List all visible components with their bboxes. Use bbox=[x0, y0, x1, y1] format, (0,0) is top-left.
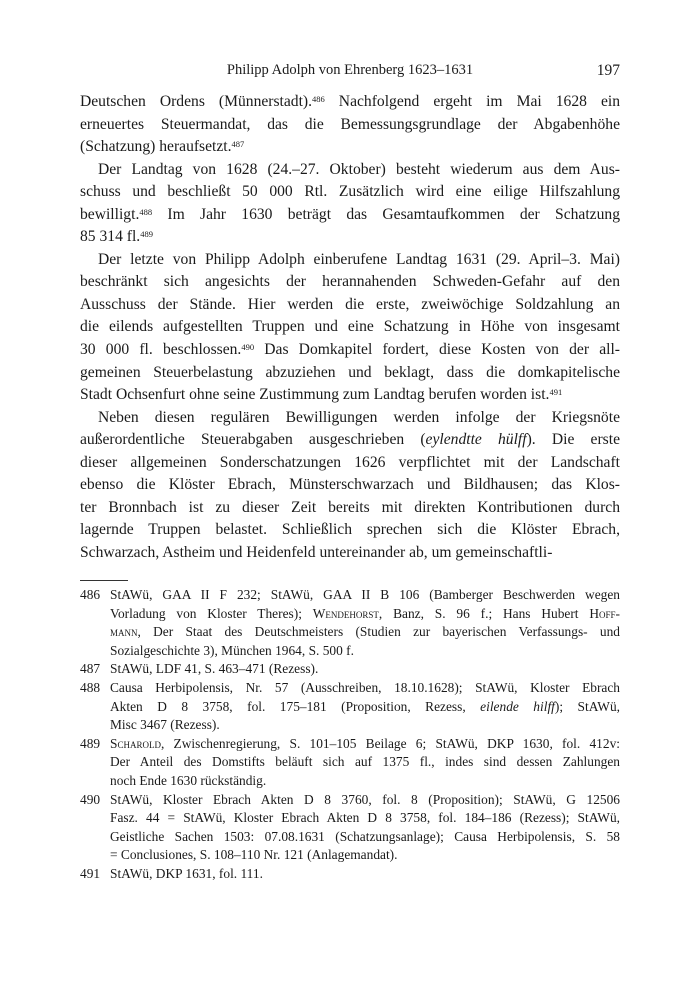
footnote bbox=[80, 586, 620, 660]
body-line bbox=[80, 249, 620, 272]
text-run: dieser allgemeinen Sonderschatzungen 1626 verpflichtet mit der Landschaft bbox=[80, 453, 620, 471]
text-run: ebenso die Klöster Ebrach, Münsterschwarzach und Bildhausen; das Klos- bbox=[80, 476, 620, 494]
text-run: lagernde Truppen belastet. Schließlich sprechen sich die Klöster Ebrach, bbox=[80, 521, 620, 539]
text-run: ); StAWü, bbox=[554, 698, 620, 714]
text-run: Das Domkapitel fordert, diese Kosten von der all- bbox=[254, 341, 620, 359]
text-run: (Schatzung) heraufsetzt. bbox=[80, 138, 232, 156]
running-title: Philipp Adolph von Ehrenberg 1623–1631 bbox=[226, 62, 474, 78]
text-run: Vorladung von Kloster Theres); bbox=[110, 605, 313, 621]
footnote-ref: 491 bbox=[549, 387, 563, 398]
text-run: ter Bronnbach ist zu dieser Zeit bereits mit direkten Kontributionen durch bbox=[80, 498, 620, 516]
page-header bbox=[80, 62, 620, 82]
body-line bbox=[80, 181, 620, 204]
footnote-line bbox=[110, 605, 620, 624]
footnote-number: 490 bbox=[80, 791, 101, 807]
footnote-number: 488 bbox=[80, 679, 101, 695]
footnote-line bbox=[110, 716, 620, 735]
text-run: noch Ende 1630 rückständig. bbox=[110, 772, 267, 788]
text-run: gemeinen Steuerbelastung abzuziehen und beklagt, dass die domkapitelische bbox=[80, 363, 620, 381]
text-run: Nachfolgend ergeht im Mai 1628 ein bbox=[324, 93, 620, 110]
text-run: außerordentliche Steuerabgaben ausgeschrieben ( bbox=[80, 431, 426, 449]
author-name: Wendehorst bbox=[312, 605, 379, 621]
footnote bbox=[80, 660, 620, 679]
footnote-line bbox=[110, 586, 620, 605]
body-line bbox=[80, 384, 620, 407]
body-text bbox=[80, 91, 620, 564]
text-run: Neben diesen regulären Bewilligungen werden infolge der Kriegsnöte bbox=[98, 408, 620, 426]
text-run: Schwarzach, Astheim und Heidenfeld untereinander ab, um gemeinschaftli- bbox=[80, 543, 553, 561]
body-line bbox=[80, 114, 620, 137]
footnote-ref: 488 bbox=[139, 206, 153, 217]
footnote-line bbox=[110, 642, 620, 661]
text-run: 30 000 fl. beschlossen. bbox=[80, 341, 242, 359]
body-line bbox=[80, 159, 620, 182]
body-line bbox=[80, 339, 620, 362]
footnote-line bbox=[110, 679, 620, 698]
text-run: Misc 3467 (Rezess). bbox=[110, 717, 220, 733]
footnote-line bbox=[110, 772, 620, 791]
text-run: Der letzte von Philipp Adolph einberufene Landtag 1631 (29. April–3. Mai) bbox=[98, 250, 620, 268]
text-run: 85 314 fl. bbox=[80, 228, 141, 246]
text-run: , Der Staat des Deutschmeisters (Studien zur bayerischen Verfassungs- und bbox=[137, 624, 620, 640]
body-line bbox=[80, 294, 620, 317]
text-run: Akten D 8 3758, fol. 175–181 (Proposition, Rezess, bbox=[110, 698, 481, 714]
body-line bbox=[80, 316, 620, 339]
footnote-line bbox=[110, 623, 620, 642]
footnote-line bbox=[110, 828, 620, 847]
body-line bbox=[80, 519, 620, 542]
text-run: = Conclusiones, S. 108–110 Nr. 121 (Anlagemandat). bbox=[110, 847, 398, 863]
footnote-number: 487 bbox=[80, 661, 101, 677]
text-run: Deutschen Ordens (Münnerstadt). bbox=[80, 93, 313, 110]
text-run: , Zwischenregierung, S. 101–105 Beilage 6; StAWü, DKP 1630, fol. 412v: bbox=[160, 735, 620, 751]
text-run: Causa Herbipolensis, Nr. 57 (Ausschreiben, 18.10.1628); StAWü, Kloster Ebrach bbox=[110, 679, 620, 695]
text-run: , Banz, S. 96 f.; Hans Hubert bbox=[378, 605, 590, 621]
text-run: Sozialgeschichte 3), München 1964, S. 500 f. bbox=[110, 642, 354, 658]
text-run: ). Die erste bbox=[526, 431, 620, 449]
body-line bbox=[80, 91, 620, 114]
text-run: Im Jahr 1630 beträgt das Gesamtaufkommen der Schatzung bbox=[152, 205, 620, 223]
footnote bbox=[80, 679, 620, 735]
footnote-separator bbox=[80, 580, 128, 581]
text-run: bewilligt. bbox=[80, 205, 140, 223]
text-run: schuss und beschließt 50 000 Rtl. Zusätzlich wird eine eilige Hilfszahlung bbox=[80, 183, 620, 201]
footnote-line bbox=[110, 698, 620, 717]
text-run: beschränkt sich angesichts der herannahenden Schweden-Gefahr auf den bbox=[80, 273, 620, 291]
text-run: Der Anteil des Domstifts beläuft sich auf 1375 fl., indes sind dessen Zahlungen bbox=[110, 754, 620, 770]
footnote-number: 486 bbox=[80, 587, 101, 602]
footnote-line bbox=[110, 660, 620, 679]
text-run: Der Landtag von 1628 (24.–27. Oktober) besteht wiederum aus dem Aus- bbox=[98, 160, 620, 178]
body-line bbox=[80, 226, 620, 249]
footnote-line bbox=[110, 846, 620, 865]
text-run: StAWü, GAA II F 232; StAWü, GAA II B 106 (Bamberger Beschwerden wegen bbox=[110, 587, 620, 602]
footnote-ref: 487 bbox=[231, 139, 245, 150]
footnote-number: 491 bbox=[80, 865, 101, 881]
footnote bbox=[80, 791, 620, 865]
body-line bbox=[80, 497, 620, 520]
italic-text: eylendtte hülff bbox=[425, 431, 527, 449]
author-name: mann bbox=[110, 624, 138, 640]
text-run: erneuertes Steuermandat, das die Bemessungsgrundlage der Abgabenhöhe bbox=[80, 115, 620, 133]
footnote-line bbox=[110, 753, 620, 772]
footnote-ref: 489 bbox=[140, 229, 153, 240]
author-name: Scharold bbox=[110, 735, 161, 751]
author-name: Hoff- bbox=[589, 605, 621, 621]
footnote-line bbox=[110, 809, 620, 828]
page-number: 197 bbox=[596, 62, 620, 79]
text-run: Geistliche Sachen 1503: 07.08.1631 (Schatzungsanlage); Causa Herbipolensis, S. 58 bbox=[110, 828, 620, 844]
footnotes bbox=[80, 586, 620, 884]
italic-text: eilende hilff bbox=[480, 698, 555, 714]
text-run: StAWü, Kloster Ebrach Akten D 8 3760, fol. 8 (Proposition); StAWü, G 12506 bbox=[110, 791, 620, 807]
body-line bbox=[80, 542, 620, 565]
footnote-line bbox=[110, 865, 620, 884]
footnote bbox=[80, 735, 620, 791]
text-run: Fasz. 44 = StAWü, Kloster Ebrach Akten D 8 3758, fol. 184–186 (Rezess); StAWü, bbox=[110, 810, 620, 826]
footnote-line bbox=[110, 735, 620, 754]
text-run: Ausschuss der Stände. Hier werden die erste, zweiwöchige Soldzahlung an bbox=[80, 295, 620, 313]
body-line bbox=[80, 271, 620, 294]
body-line bbox=[80, 429, 620, 452]
body-line bbox=[80, 407, 620, 430]
body-line bbox=[80, 136, 620, 159]
footnote-ref: 490 bbox=[241, 342, 255, 353]
footnote-number: 489 bbox=[80, 735, 101, 751]
body-line bbox=[80, 362, 620, 385]
footnote-ref: 486 bbox=[312, 94, 325, 104]
text-run: Stadt Ochsenfurt ohne seine Zustimmung zum Landtag berufen worden ist. bbox=[80, 386, 550, 404]
text-run: StAWü, LDF 41, S. 463–471 (Rezess). bbox=[110, 661, 319, 677]
body-line bbox=[80, 452, 620, 475]
body-line bbox=[80, 204, 620, 227]
footnote bbox=[80, 865, 620, 884]
body-line bbox=[80, 474, 620, 497]
footnote-line bbox=[110, 791, 620, 810]
text-run: die eilends aufgestellten Truppen und eine Schatzung in Höhe von insgesamt bbox=[80, 318, 620, 336]
text-run: StAWü, DKP 1631, fol. 111. bbox=[110, 865, 263, 881]
